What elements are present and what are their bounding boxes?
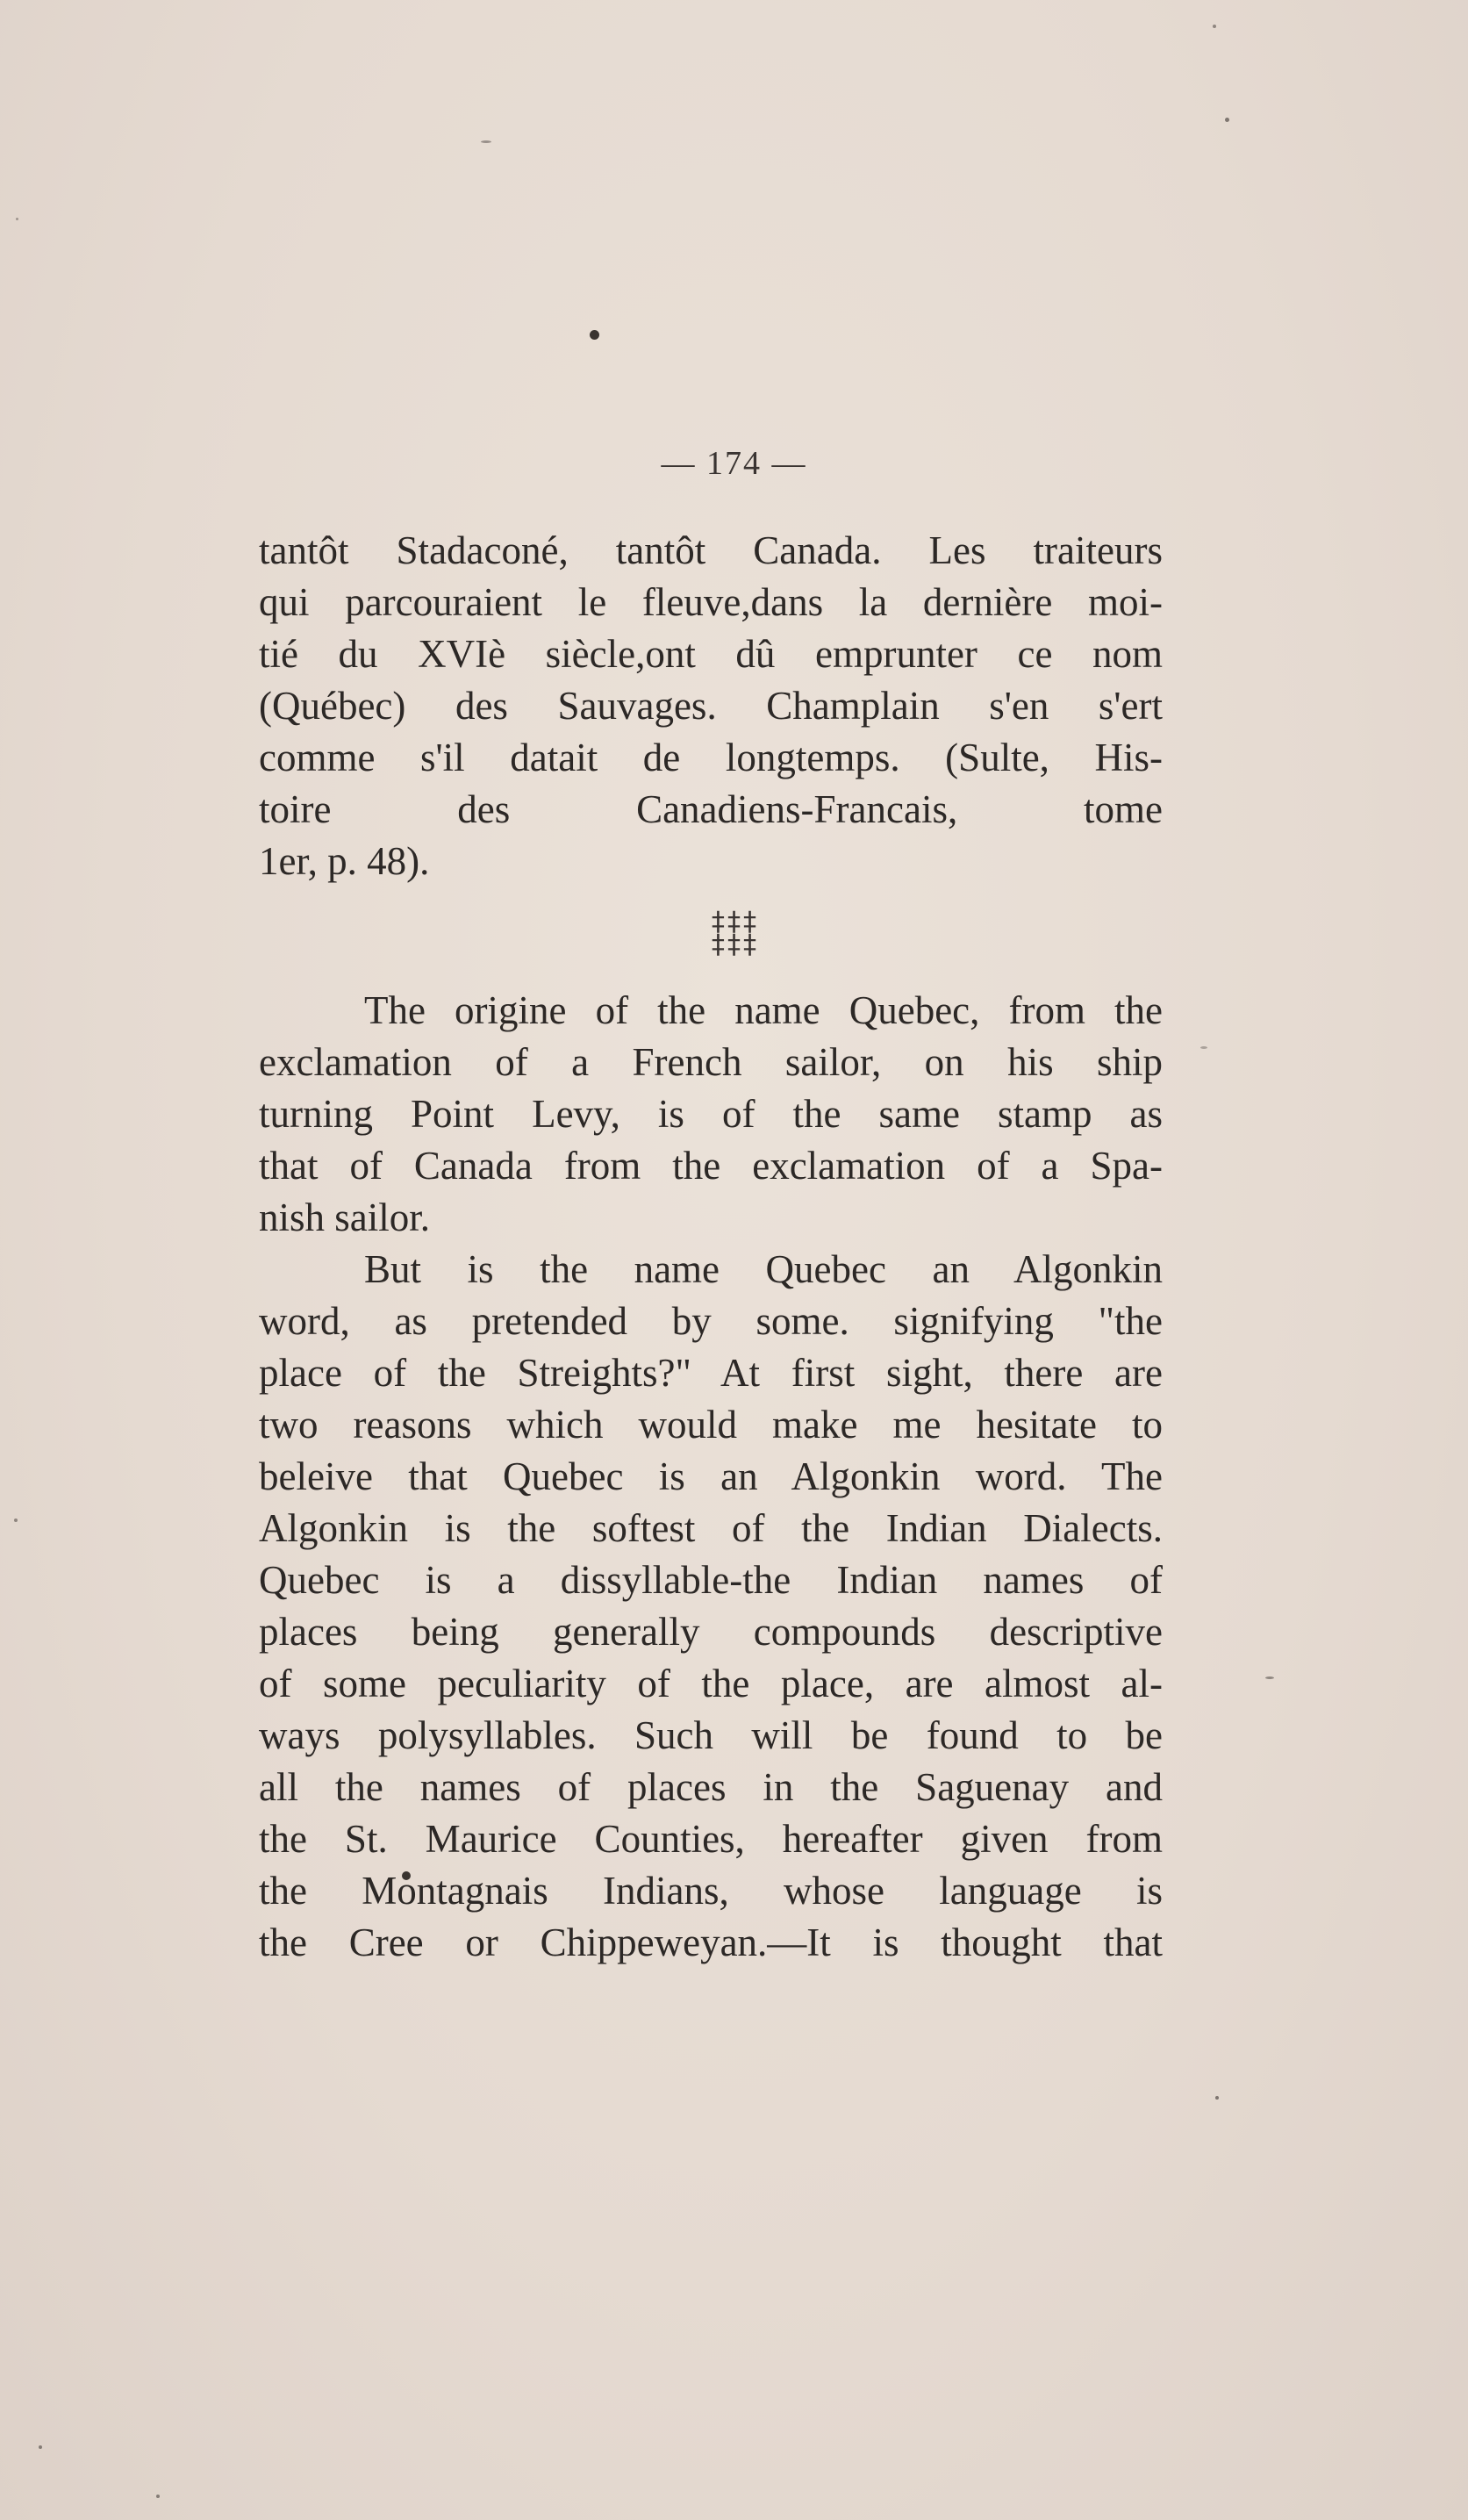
text-line: place of the Streights?" At first sight, there are [259, 1351, 1163, 1395]
text-line: word, as pretended by some. signifying "the [259, 1299, 1163, 1343]
text-line: exclamation of a French sailor, on his ship [259, 1040, 1163, 1084]
text-line: turning Point Levy, is of the same stamp as [259, 1092, 1163, 1136]
paper-speck [39, 2445, 42, 2449]
ornament-row: ‡‡‡ [710, 930, 758, 960]
paper-speck [1225, 118, 1229, 122]
text-line: that of Canada from the exclamation of a Spa- [259, 1144, 1163, 1188]
paper-speck [1215, 2096, 1219, 2100]
text-line: beleive that Quebec is an Algonkin word. The [259, 1454, 1163, 1498]
text-line: Quebec is a dissyllable-the Indian names of [259, 1558, 1163, 1602]
text-line: two reasons which would make me hesitate to [259, 1403, 1163, 1447]
text-line: 1er, p. 48). [259, 839, 430, 883]
french-paragraph [259, 525, 1163, 887]
text-line: tantôt Stadaconé, tantôt Canada. Les traiteurs [259, 528, 1163, 572]
text-line: all the names of places in the Saguenay and [259, 1765, 1163, 1809]
paper-speck [1213, 25, 1216, 28]
paper-speck [156, 2495, 160, 2498]
text-line: the Montagnais Indians, whose language is [259, 1869, 1163, 1913]
text-line: comme s'il datait de longtemps. (Sulte, His- [259, 736, 1163, 779]
paper-speck [1265, 1676, 1274, 1679]
text-line: qui parcouraient le fleuve,dans la dernière moi- [259, 580, 1163, 624]
ornament-row: ‡‡‡ [710, 907, 758, 937]
text-line: (Québec) des Sauvages. Champlain s'en s'ert [259, 684, 1163, 728]
text-line: tié du XVIè siècle,ont dû emprunter ce nom [259, 632, 1163, 676]
text-line: But is the name Quebec an Algonkin [364, 1247, 1163, 1291]
section-ornament [0, 907, 1468, 960]
text-line: the Cree or Chippeweyan.—It is thought that [259, 1921, 1163, 1964]
text-line: Algonkin is the softest of the Indian Dialects. [259, 1506, 1163, 1550]
text-line: nish sailor. [259, 1195, 431, 1239]
paper-speck [481, 140, 491, 143]
page-number: — 174 — [661, 445, 807, 482]
text-line: the St. Maurice Counties, hereafter given from [259, 1817, 1163, 1861]
paper-speck [590, 330, 599, 340]
text-line: toire des Canadiens-Francais, tome [259, 787, 1163, 831]
paper-speck [1200, 1046, 1207, 1049]
text-line: The origine of the name Quebec, from the [364, 988, 1163, 1032]
text-line: of some peculiarity of the place, are almost al- [259, 1662, 1163, 1705]
text-line: ways polysyllables. Such will be found to be [259, 1713, 1163, 1757]
english-paragraphs [259, 985, 1163, 1969]
paper-speck [16, 218, 18, 220]
text-line: places being generally compounds descriptive [259, 1610, 1163, 1654]
paper-speck [14, 1518, 18, 1522]
